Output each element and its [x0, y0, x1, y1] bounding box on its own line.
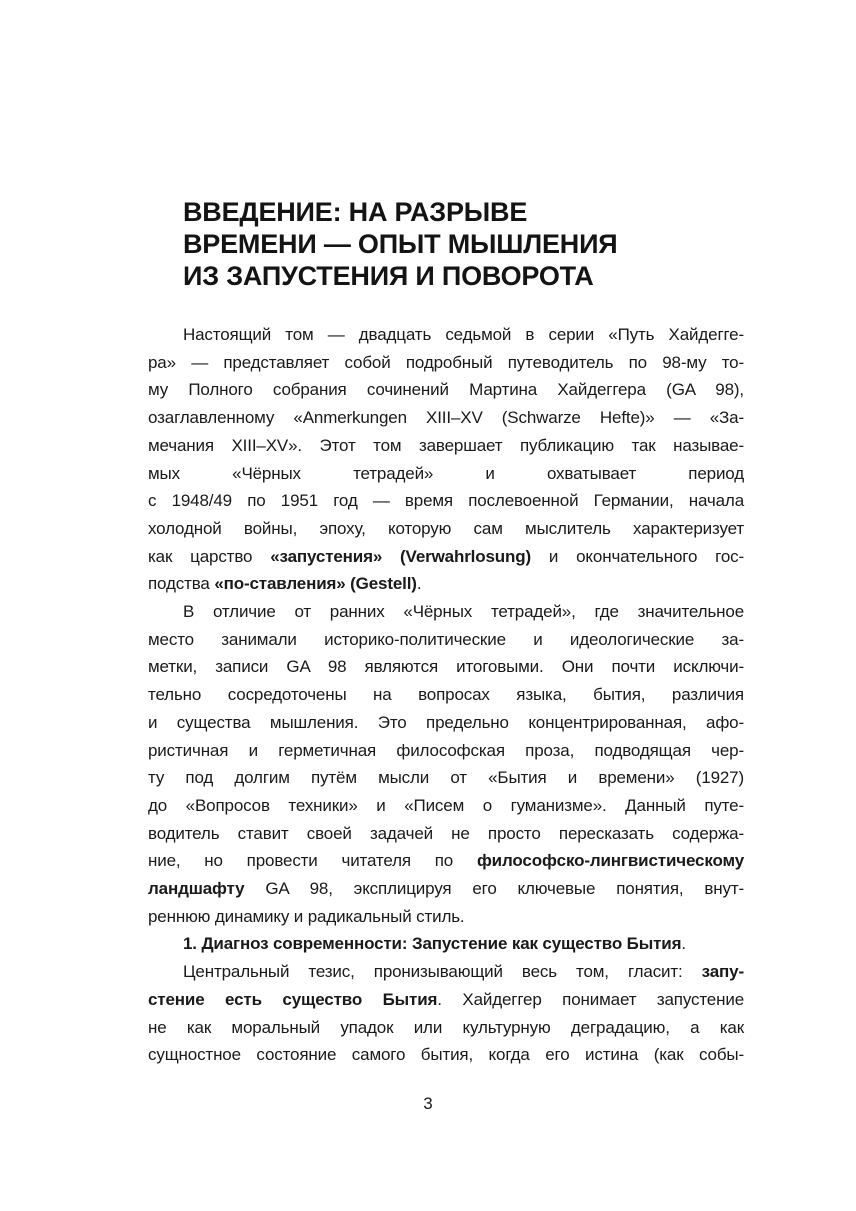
text-line [148, 958, 744, 986]
text-line: мечания XIII–XV». Этот том завершает публикацию так называе- [148, 435, 744, 455]
term-thesis-cont: стение есть существо Бытия [148, 989, 438, 1009]
text-line: ра» — представляет собой подробный путеводитель по 98-му то- [148, 352, 744, 372]
text-line: водитель ставит своей задачей не просто пересказать содержа- [148, 823, 744, 843]
term-landscape: философско-лингвистическому [476, 851, 744, 871]
term-gestell: «по-ставления» (Gestell) [214, 574, 417, 594]
text-line: и существа мышления. Это предельно концентрированная, афо- [148, 712, 744, 732]
text-run: . [681, 934, 686, 954]
text-line: В отличие от ранних «Чёрных тетрадей», где значительное [183, 602, 744, 622]
text-line [148, 570, 744, 598]
chapter-title-line-1: ВВЕДЕНИЕ: НА РАЗРЫВЕ [183, 197, 528, 227]
text-line: Настоящий том — двадцать седьмой в серии «Путь Хайдегге- [183, 325, 744, 344]
text-run: ние, но провести читателя по [148, 851, 477, 871]
page-number: 3 [423, 1094, 433, 1113]
text-run: . [416, 574, 422, 594]
body-text [148, 321, 744, 1069]
text-run: . Хайдеггер понимает запустение [437, 989, 744, 1009]
chapter-title-line-2: ВРЕМЕНИ — ОПЫТ МЫШЛЕНИЯ [183, 229, 618, 259]
text-run: и окончательного гос- [531, 546, 744, 566]
text-line [148, 847, 744, 875]
text-line [148, 986, 744, 1014]
term-zapustenie: «запустения» (Verwahrlosung) [270, 546, 531, 566]
text-line: не как моральный упадок или культурную деградацию, а как [148, 1017, 744, 1037]
text-line: мых «Чёрных тетрадей» и охватывает период [148, 463, 744, 483]
term-thesis: запу- [701, 962, 744, 982]
section-heading-text: 1. Диагноз современности: Запустение как существо Бытия [183, 934, 682, 954]
text-line: реннюю динамику и радикальный стиль. [148, 906, 465, 926]
text-line: му Полного собрания сочинений Мартина Хайдеггера (GA 98), [148, 380, 744, 400]
text-run: GA 98, эксплицируя его ключевые понятия, внут- [244, 879, 744, 899]
text-line: тельно сосредоточены на вопросах языка, бытия, различия [148, 685, 744, 705]
paragraph-2 [148, 598, 744, 930]
section-heading [148, 930, 744, 958]
text-line [148, 543, 744, 571]
text-run: как царство [148, 546, 271, 566]
text-line: до «Вопросов техники» и «Писем о гуманизме». Данный путе- [148, 795, 744, 815]
chapter-title [183, 196, 743, 292]
text-run: подства [148, 574, 215, 594]
paragraph-1 [148, 321, 744, 598]
text-line: сущностное состояние самого бытия, когда его истина (как собы- [148, 1045, 744, 1065]
text-line [148, 875, 744, 903]
paragraph-3 [148, 958, 744, 1069]
text-line: ту под долгим путём мысли от «Бытия и времени» (1927) [148, 768, 744, 788]
text-line: холодной войны, эпоху, которую сам мыслитель характеризует [148, 518, 744, 538]
term-landscape-cont: ландшафту [148, 879, 245, 899]
text-line: место занимали историко-политические и идеологические за- [148, 629, 744, 649]
text-run: Центральный тезис, пронизывающий весь том, гласит: [183, 962, 702, 982]
text-line: метки, записи GA 98 являются итоговыми. Они почти исключи- [148, 657, 744, 677]
text-line [148, 930, 744, 958]
text-line: ристичная и герметичная философская проза, подводящая чер- [148, 740, 744, 760]
text-line: озаглавленному «Anmerkungen XIII–XV (Schwarze Hefte)» — «За- [148, 408, 744, 428]
chapter-title-line-3: ИЗ ЗАПУСТЕНИЯ И ПОВОРОТА [183, 261, 594, 291]
text-line: с 1948/49 по 1951 год — время послевоенной Германии, начала [148, 491, 744, 511]
